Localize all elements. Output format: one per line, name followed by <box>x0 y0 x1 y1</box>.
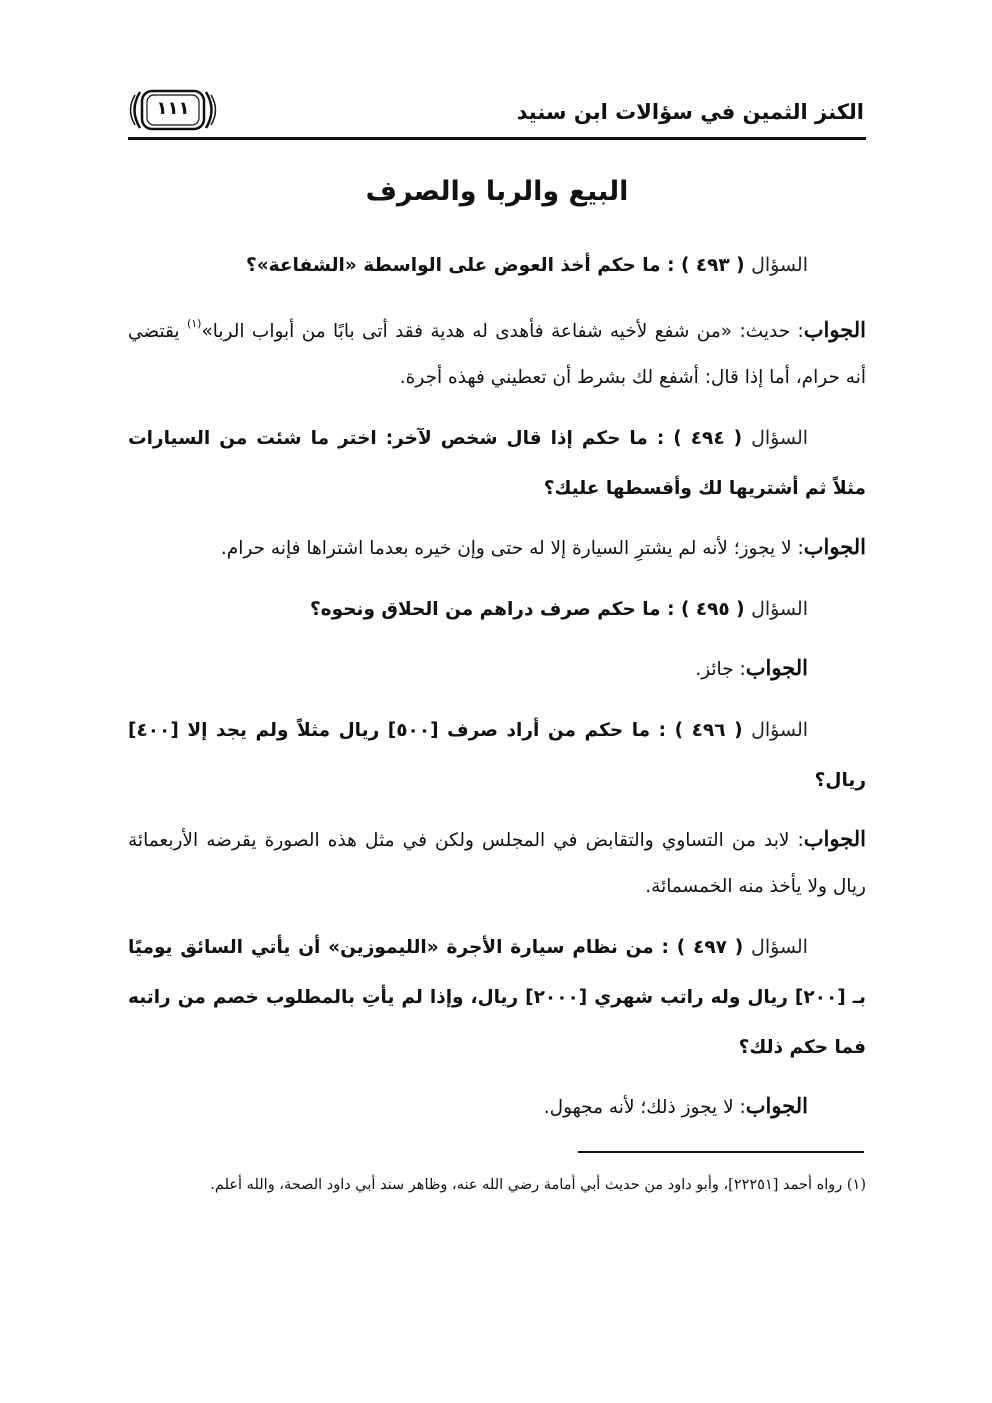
answer-496 <box>128 816 866 910</box>
question-text: : ما حكم أخذ العوض على الواسطة «الشفاعة»؟ <box>245 255 675 276</box>
answer-text-continued: يقتضي أنه حرام، أما إذا قال: أشفع لك بشرط أن تعطيني فهذه أجرة. <box>128 321 866 388</box>
book-title: الكنز الثمين في سؤالات ابن سنيد <box>516 100 864 124</box>
question-495 <box>128 584 866 635</box>
answer-label: الجواب <box>803 826 866 851</box>
question-text: : ما حكم من أراد صرف [٥٠٠] ريال مثلاً ولم يجد إلا [٤٠٠] ريال؟ <box>128 720 866 791</box>
question-label: السؤال <box>751 427 809 449</box>
page-header <box>128 80 866 136</box>
question-497 <box>128 922 866 1073</box>
page-number: ١١١ <box>156 98 190 119</box>
question-493 <box>128 240 866 291</box>
question-label: السؤال <box>751 254 808 276</box>
question-number: ( ٤٩٦ ) <box>674 720 743 741</box>
answer-497 <box>128 1083 866 1131</box>
question-text: : من نظام سيارة الأجرة «الليموزين» أن يأتي السائق يوميًا بـ [٢٠٠] ريال وله راتب شهري [٢٠٠٠] ريال، وإذا لم يأتِ بالمطلوب خصم من راتبه فما حكم ذلك؟ <box>128 937 866 1058</box>
question-number: ( ٤٩٣ ) <box>680 255 745 276</box>
answer-text: : لا يجوز؛ لأنه لم يشترِ السيارة إلا له حتى وإن خيره بعدما اشتراها فإنه حرام. <box>220 538 804 559</box>
footnote-reference: (١) <box>186 317 202 330</box>
answer-text: : حديث: «من شفع لأخيه شفاعة فأهدى له هدية فقد أتى بابًا من أبواب الربا» <box>201 321 804 342</box>
question-number: ( ٤٩٥ ) <box>680 599 745 620</box>
question-496 <box>128 705 866 806</box>
question-text: : ما حكم إذا قال شخص لآخر: اختر ما شئت من السيارات مثلاً ثم أشتريها لك وأقسطها عليك؟ <box>128 428 866 499</box>
answer-label: الجواب <box>803 534 866 559</box>
question-label: السؤال <box>751 936 808 958</box>
answer-494 <box>128 524 866 572</box>
answer-text: : لا يجوز ذلك؛ لأنه مجهول. <box>543 1097 746 1118</box>
footnote-divider <box>578 1151 864 1153</box>
qa-section <box>128 240 866 1143</box>
page-number-badge <box>128 88 218 132</box>
answer-label: الجواب <box>745 1093 808 1118</box>
question-494 <box>128 413 866 514</box>
footnote: (١) رواه أحمد [٢٢٢٥١]، وأبو داود من حديث أبي أمامة رضي الله عنه، وظاهر سند أبي داود الصحة، والله أعلم. <box>210 1177 866 1193</box>
answer-495 <box>128 645 866 693</box>
answer-label: الجواب <box>803 317 867 342</box>
question-label: السؤال <box>751 719 809 741</box>
chapter-title: البيع والربا والصرف <box>365 176 629 207</box>
answer-label: الجواب <box>745 655 808 680</box>
question-label: السؤال <box>751 598 808 620</box>
question-number: ( ٤٩٤ ) <box>673 428 743 449</box>
answer-text: : لابد من التساوي والتقابض في المجلس ولكن في مثل هذه الصورة يقرضه الأربعمائة ريال ولا يأخذ منه الخمسمائة. <box>128 830 866 897</box>
answer-text: : جائز. <box>695 659 746 680</box>
question-text: : ما حكم صرف دراهم من الحلاق ونحوه؟ <box>309 599 675 620</box>
question-number: ( ٤٩٧ ) <box>676 937 744 958</box>
answer-493 <box>128 301 866 401</box>
header-divider <box>128 137 866 140</box>
